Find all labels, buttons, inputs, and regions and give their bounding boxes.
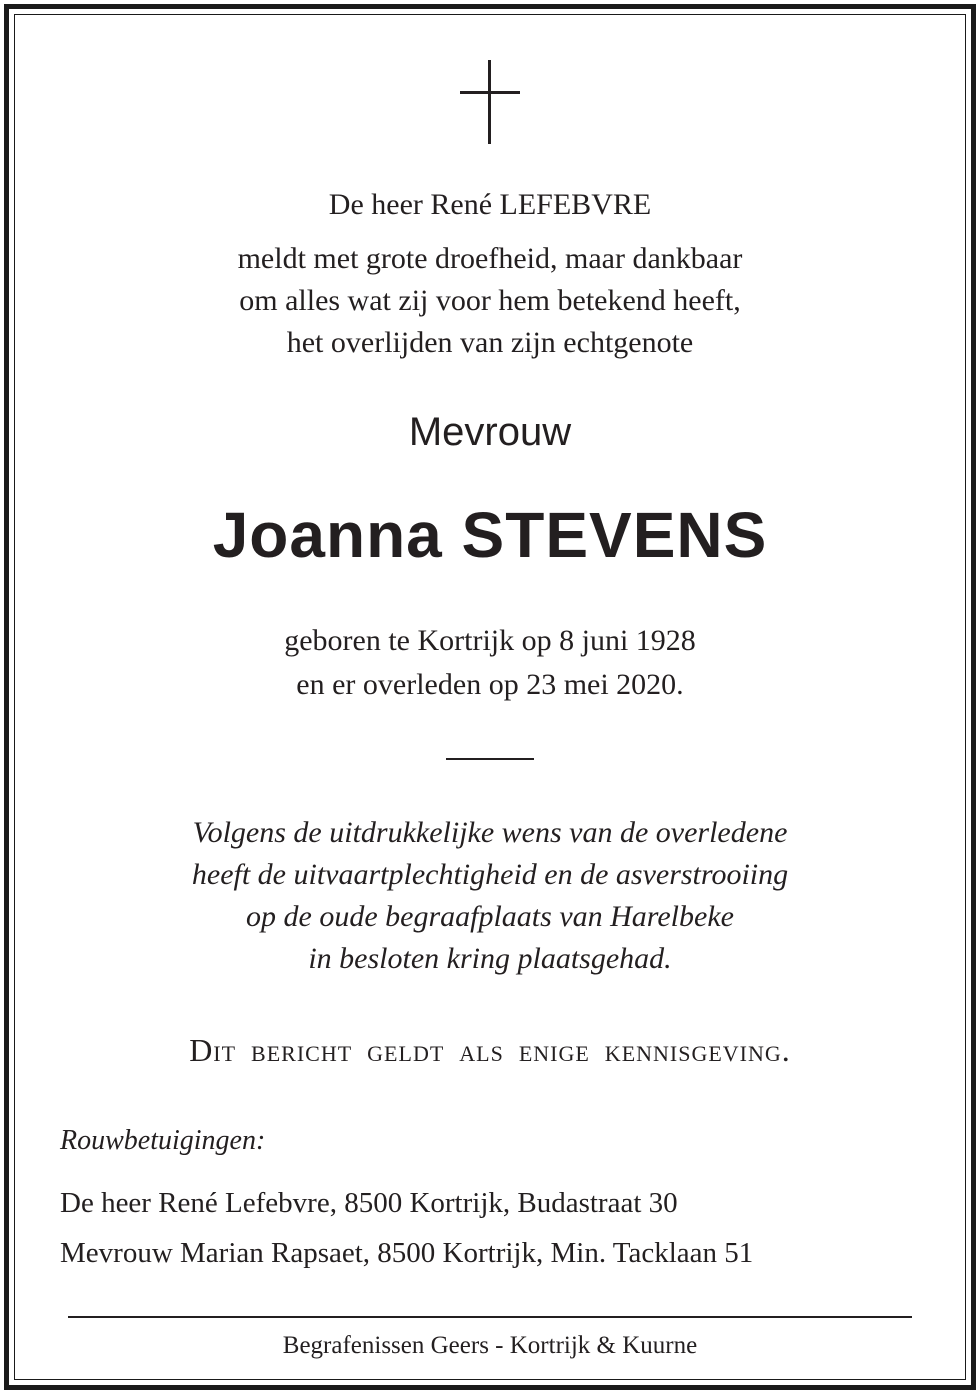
separator-short xyxy=(446,758,534,760)
address-2: Mevrouw Marian Rapsaet, 8500 Kortrijk, Min. Tacklaan 51 xyxy=(60,1237,754,1269)
birth-line: geboren te Kortrijk op 8 juni 1928 xyxy=(284,624,696,657)
ceremony-line-3: op de oude begraafplaats van Harelbeke xyxy=(246,900,734,933)
ceremony-line-4: in besloten kring plaatsgehad. xyxy=(308,942,672,975)
ceremony-line-1: Volgens de uitdrukkelijke wens van de overledene xyxy=(192,816,788,849)
ceremony-line-2: heeft de uitvaartplechtigheid en de asverstrooiing xyxy=(191,858,789,891)
announcer: De heer René LEFEBVRE xyxy=(328,188,652,221)
intro-line-3: het overlijden van zijn echtgenote xyxy=(286,326,694,359)
notice-line: Dit bericht geldt als enige kennisgeving. xyxy=(189,1032,791,1068)
funeral-home: Begrafenissen Geers - Kortrijk & Kuurne xyxy=(282,1332,698,1359)
condolences-heading: Rouwbetuigingen: xyxy=(60,1125,266,1156)
intro-line-2: om alles wat zij voor hem betekend heeft, xyxy=(239,284,741,317)
deceased-title: Mevrouw xyxy=(408,410,572,454)
separator-long xyxy=(68,1316,912,1318)
death-line: en er overleden op 23 mei 2020. xyxy=(296,668,684,701)
deceased-name: Joanna STEVENS xyxy=(212,499,768,571)
intro-line-1: meldt met grote droefheid, maar dankbaar xyxy=(237,242,743,275)
cross-icon xyxy=(460,60,520,144)
address-1: De heer René Lefebvre, 8500 Kortrijk, Budastraat 30 xyxy=(60,1187,678,1219)
